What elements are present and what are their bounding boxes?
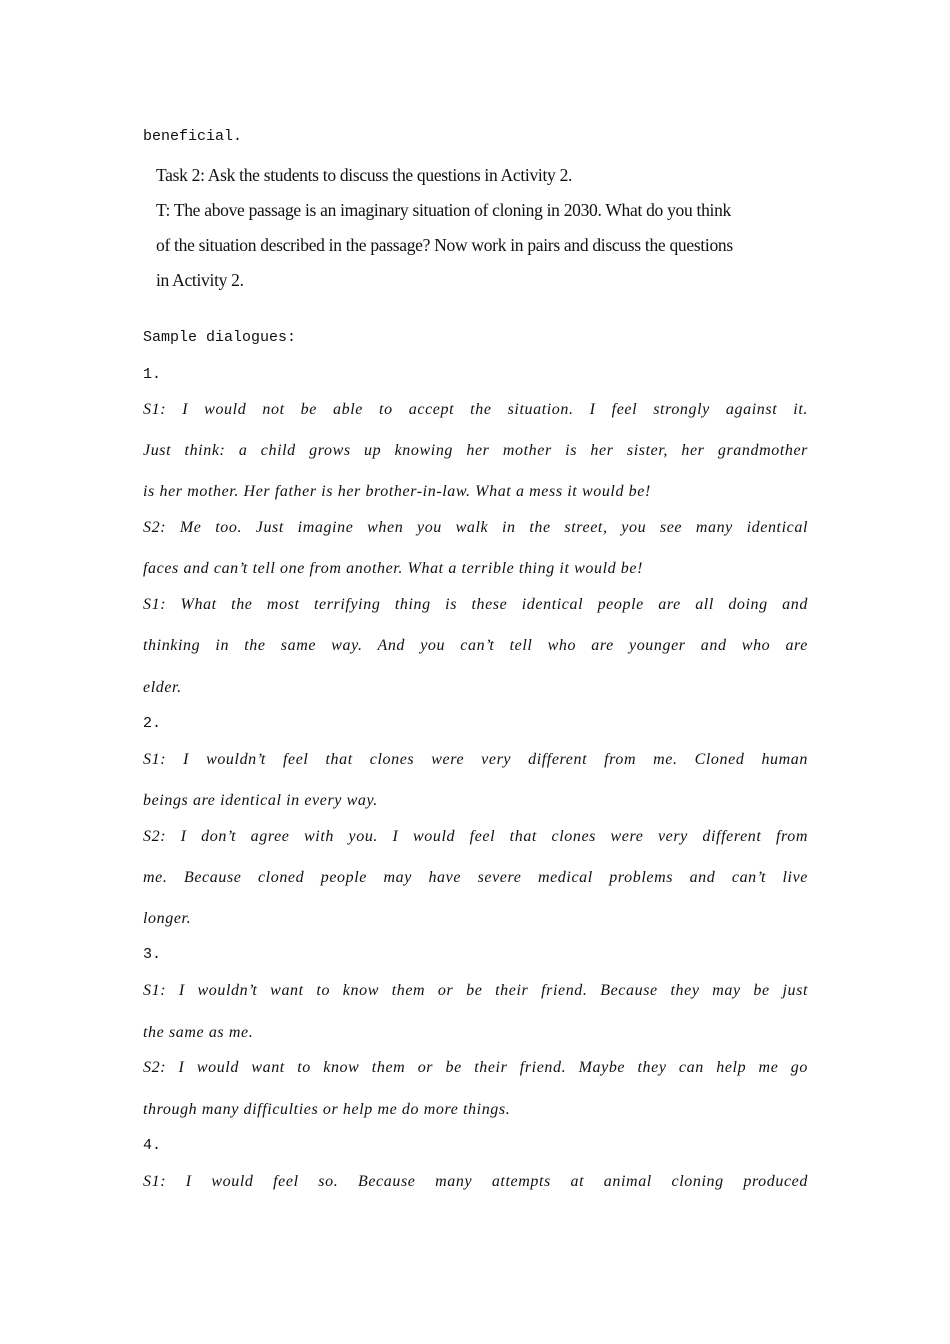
text-line: through many difficulties or help me do more things. [143,1101,511,1118]
text-line: S1: What the most terrifying thing is these identical people are all doing and [143,596,808,613]
text-line: 4. [143,1137,162,1154]
text-line: is her mother. Her father is her brother-in-law. What a mess it would be! [143,483,651,500]
text-line: S2: I would want to know them or be their friend. Maybe they can help me go [143,1059,808,1076]
text-line: in Activity 2. [156,270,244,290]
text-line: thinking in the same way. And you can’t tell who are younger and who are [143,637,808,654]
text-line: S1: I wouldn’t want to know them or be their friend. Because they may be just [143,982,808,999]
text-line: the same as me. [143,1024,254,1041]
text-line: beneficial. [143,128,243,145]
text-line: 1. [143,366,162,383]
text-line: S1: I wouldn’t feel that clones were very different from me. Cloned human [143,751,808,768]
text-line: beings are identical in every way. [143,792,378,809]
text-line: faces and can’t tell one from another. What a terrible thing it would be! [143,560,644,577]
text-line: of the situation described in the passage? Now work in pairs and discuss the questions [156,235,733,255]
text-line: 2. [143,715,162,732]
text-line: longer. [143,910,192,927]
text-line: S1: I would not be able to accept the situation. I feel strongly against it. [143,401,808,418]
text-line: Sample dialogues: [143,329,297,346]
text-line: elder. [143,679,182,696]
text-line: T: The above passage is an imaginary situation of cloning in 2030. What do you think [156,200,731,220]
text-line: S2: Me too. Just imagine when you walk in the street, you see many identical [143,519,808,536]
text-line: Just think: a child grows up knowing her mother is her sister, her grandmother [143,442,808,459]
text-line: S2: I don’t agree with you. I would feel that clones were very different from [143,828,808,845]
text-line: me. Because cloned people may have severe medical problems and can’t live [143,869,808,886]
text-line: 3. [143,946,162,963]
text-line: Task 2: Ask the students to discuss the questions in Activity 2. [156,165,573,185]
text-line: S1: I would feel so. Because many attempts at animal cloning produced [143,1173,808,1190]
